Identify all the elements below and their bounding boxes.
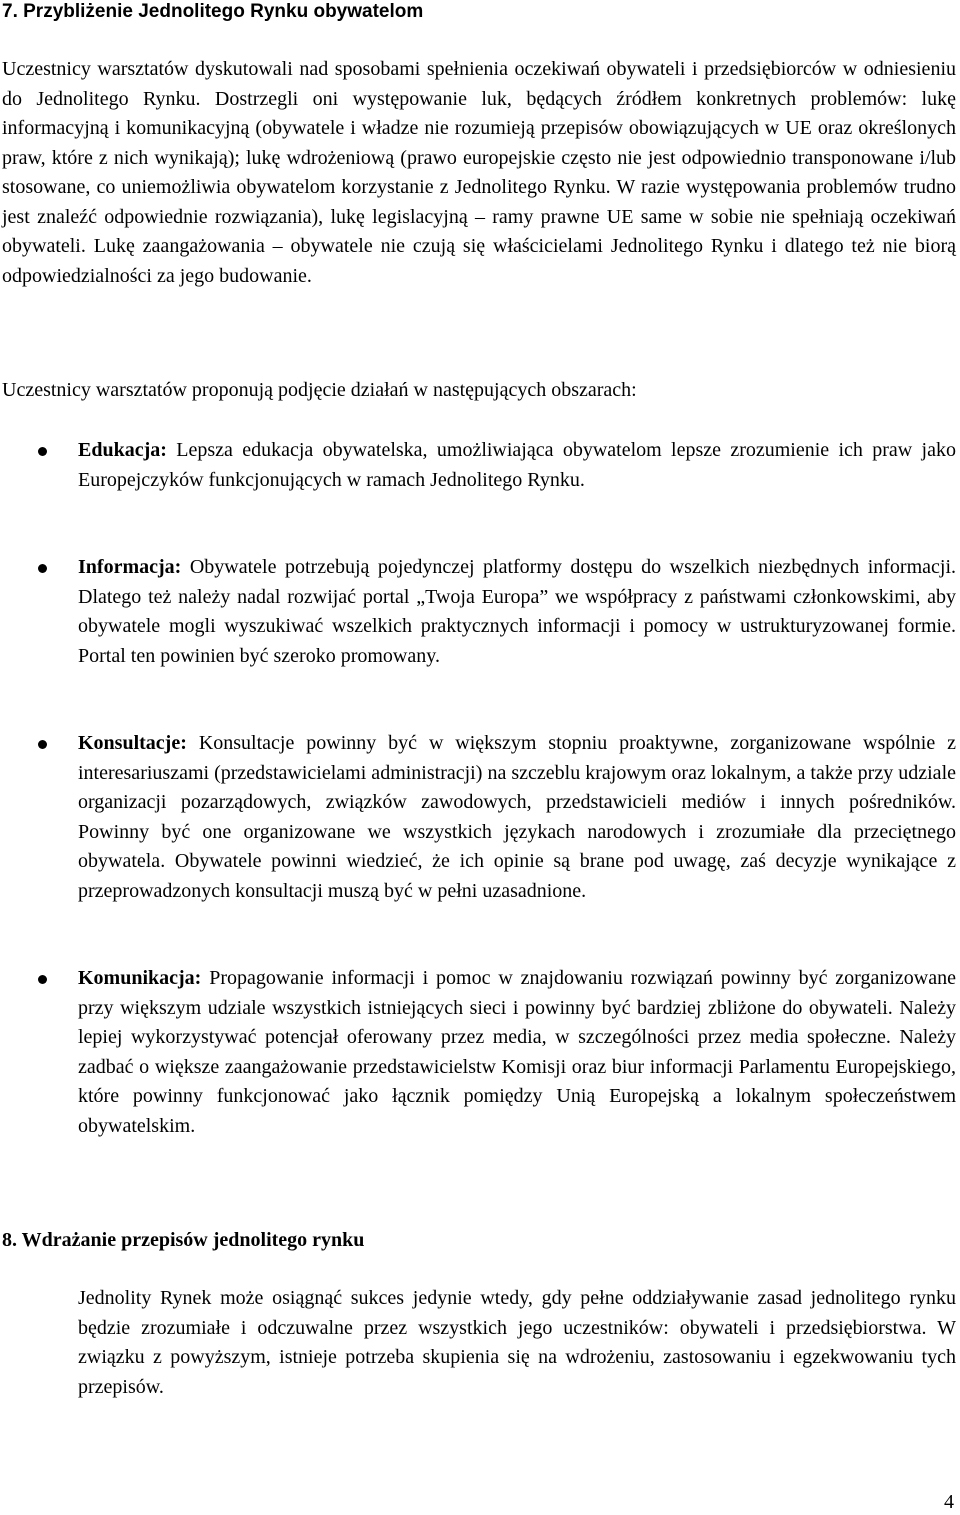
bullet-term: Konsultacje: [78,732,187,754]
bullet-term: Informacja: [78,556,182,578]
bullet-dot-icon [38,740,47,749]
bullet-item-konsultacje [78,729,956,906]
bullet-term: Komunikacja: [78,967,202,989]
bullet-text: Konsultacje powinny być w większym stopniu proaktywne, zorganizowane wspólnie z interesariuszami (przedstawicielami administracji) na szczeblu krajowym oraz lokalnym, a także przy udziale organizacji pozarządowych, związków zawodowych, przedstawicieli mediów i innych pośredników. Powinny być one organizowane we wszystkich językach narodowych i zrozumiałe dla przeciętnego obywatela. Obywatele powinni wiedzieć, że ich opinie są brane pod uwagę, zaś decyzje wynikające z przeprowadzonych konsultacji muszą być w pełni uzasadnione. [78,732,957,902]
bullet-dot-icon [38,564,47,573]
bullet-item-komunikacja [78,964,956,1141]
section-7-heading: 7. Przybliżenie Jednolitego Rynku obywatelom [2,1,424,22]
section-7-paragraph-2: Uczestnicy warsztatów proponują podjęcie działań w następujących obszarach: [2,379,637,401]
bullet-dot-icon [38,975,47,984]
section-8-paragraph: Jednolity Rynek może osiągnąć sukces jedynie wtedy, gdy pełne oddziaływanie zasad jednolitego rynku będzie zrozumiałe i odczuwalne przez wszystkich jego uczestników: obywateli i przedsiębiorstwa. W związku z powyższym, istnieje potrzeba skupienia się na wdrożeniu, zastosowaniu i egzekwowaniu tych przepisów. [78,1287,956,1398]
page-number: 4 [944,1491,954,1513]
bullet-item-edukacja [78,436,956,495]
bullet-item-informacja [78,553,956,671]
section-7-paragraph-1: Uczestnicy warsztatów dyskutowali nad sposobami spełnienia oczekiwań obywateli i przedsiębiorców w odniesieniu do Jednolitego Rynku. Dostrzegli oni występowanie luk, będących źródłem konkretnych problemów: lukę informacyjną i komunikacyjną (obywatele i władze nie rozumieją przepisów obowiązujących w UE oraz określonych praw, które z nich wynikają); lukę wdrożeniową (prawo europejskie często nie jest odpowiednio transponowane i/lub stosowane, co uniemożliwia obywatelom korzystanie z Jednolitego Rynku. W razie występowania problemów trudno jest znaleźć odpowiednie rozwiązania), lukę legislacyjną – ramy prawne UE same w sobie nie spełniają oczekiwań obywateli. Lukę zaangażowania – obywatele nie czują się właścicielami Jednolitego Rynku i dlatego też nie biorą odpowiedzialności za jego budowanie. [2,58,956,287]
bullet-dot-icon [38,447,47,456]
bullet-text: Propagowanie informacji i pomoc w znajdowaniu rozwiązań powinny być zorganizowane przy większym udziale wszystkich istniejących sieci i powinny być bardziej zbliżone do obywateli. Należy lepiej wykorzystywać potencjał oferowany przez media, w szczególności przez media społeczne. Należy zadbać o większe zaangażowanie przedstawicielstw Komisji oraz biur informacji Parlamentu Europejskiego, które powinny funkcjonować jako łącznik pomiędzy Unią Europejską a lokalnym społeczeństwem obywatelskim. [78,967,956,1137]
bullet-term: Edukacja: [78,439,167,461]
bullet-text: Lepsza edukacja obywatelska, umożliwiająca obywatelom lepsze zrozumienie ich praw jako Europejczyków funkcjonujących w ramach Jednolitego Rynku. [78,439,956,491]
section-8-heading: 8. Wdrażanie przepisów jednolitego rynku [2,1229,365,1251]
bullet-text: Obywatele potrzebują pojedynczej platformy dostępu do wszelkich niezbędnych informacji. Dlatego też należy nadal rozwijać portal „Twoja Europa” we współpracy z państwami członkowskimi, aby obywatele mogli wyszukiwać wszelkich praktycznych informacji i pomocy w ustrukturyzowanej formie. Portal ten powinien być szeroko promowany. [78,556,957,667]
